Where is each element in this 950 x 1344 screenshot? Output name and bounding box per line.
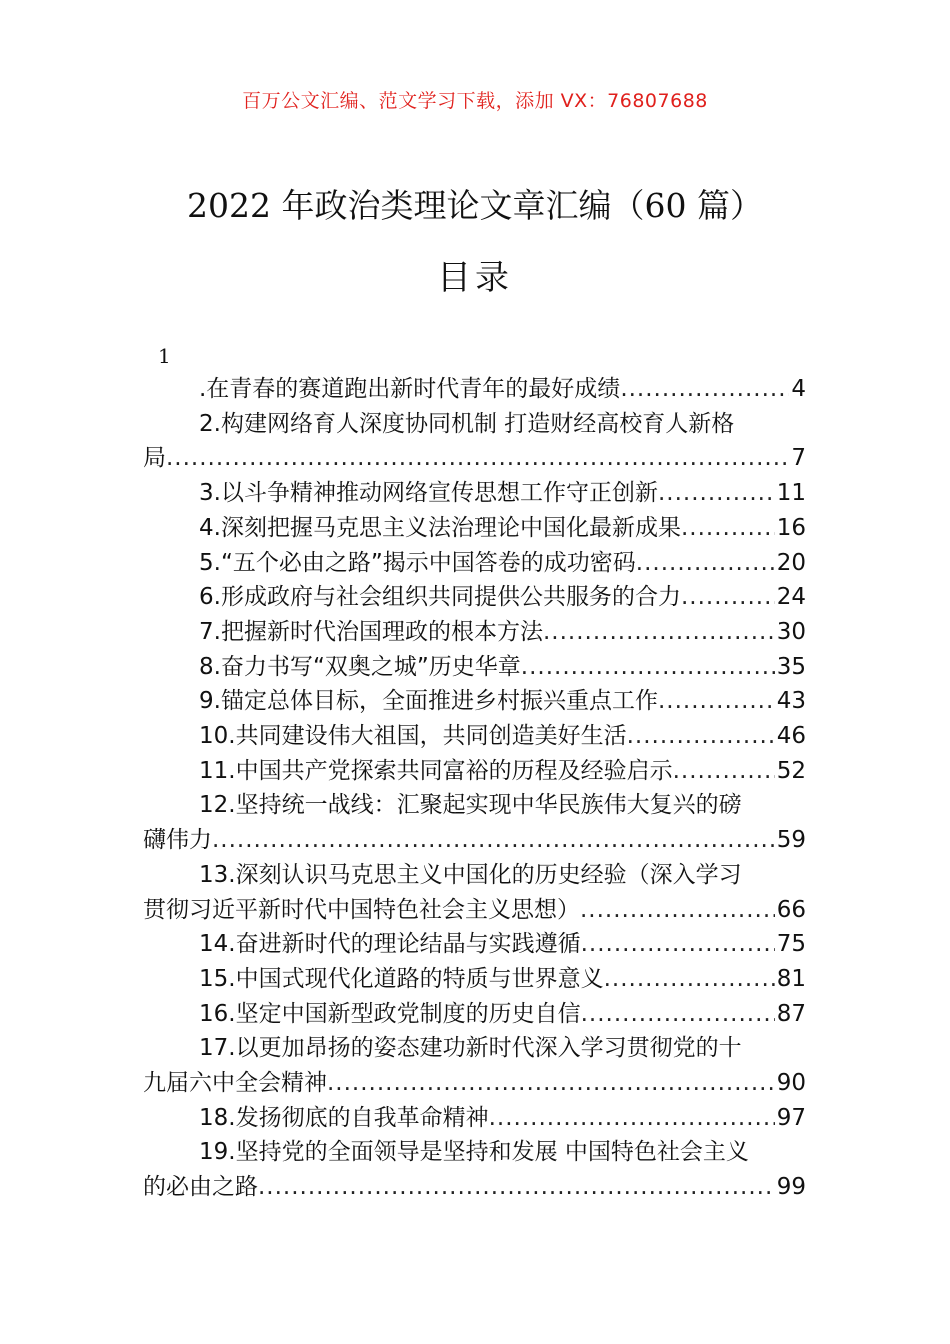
toc-page-number: 35: [776, 653, 806, 680]
toc-entry[interactable]: [143, 546, 806, 581]
toc-entry-title-line: 6.形成政府与社会组织共同提供公共服务的合力: [199, 584, 681, 611]
dot-leader: [620, 372, 789, 407]
toc-entry[interactable]: [143, 997, 806, 1032]
toc-entry[interactable]: [143, 927, 806, 962]
toc-page-number: 87: [776, 1000, 806, 1027]
toc-page-number: 24: [776, 584, 806, 611]
toc-page-number: 4: [791, 376, 806, 402]
dot-leader: [681, 580, 775, 615]
toc-entry-title-line: 19.坚持党的全面领导是坚持和发展 中国特色社会主义: [199, 1139, 749, 1166]
toc-entry-title-line: 17.以更加昂扬的姿态建功新时代深入学习贯彻党的十: [199, 1035, 742, 1062]
dot-leader: [258, 1170, 775, 1205]
header-note: 百万公文汇编、范文学习下载，添加 VX：76807688: [242, 90, 708, 112]
dot-leader: [658, 684, 775, 719]
toc-entry-title-line: 4.深刻把握马克思主义法治理论中国化最新成果: [199, 514, 681, 541]
toc-entry[interactable]: [143, 580, 806, 615]
toc-entry[interactable]: [143, 615, 806, 650]
dot-leader: [212, 823, 775, 858]
toc-page-number: 52: [776, 757, 806, 784]
toc-entry-title-line: 14.奋进新时代的理论结晶与实践遵循: [199, 931, 581, 958]
toc-page-number: 43: [776, 688, 806, 715]
toc-entry[interactable]: [143, 511, 806, 546]
toc-heading: 目录: [437, 258, 513, 298]
toc-entry[interactable]: [143, 1031, 806, 1100]
toc-entry[interactable]: [143, 1101, 806, 1136]
dot-leader: [627, 719, 775, 754]
toc-entry-title-line: 12.坚持统一战线：汇聚起实现中华民族伟大复兴的磅: [199, 792, 742, 819]
toc-page-number: 11: [776, 480, 806, 507]
toc-entry[interactable]: [143, 962, 806, 997]
toc-entry[interactable]: [143, 476, 806, 511]
dot-leader: [489, 1101, 775, 1136]
toc-entry[interactable]: [143, 1135, 806, 1204]
toc-page-number: 20: [776, 549, 806, 576]
toc-entry-title-line: 13.深刻认识马克思主义中国化的历史经验（深入学习: [199, 861, 742, 888]
toc-entry-title-line: 16.坚定中国新型政党制度的历史自信: [199, 1000, 581, 1027]
toc-page-number: 46: [776, 723, 806, 750]
dot-leader: [581, 997, 775, 1032]
toc-page-number: 90: [776, 1070, 806, 1097]
toc-entry-title-line: 贯彻习近平新时代中国特色社会主义思想）: [143, 896, 580, 923]
toc-entry-title-line: 局: [143, 445, 166, 472]
toc-entry[interactable]: [143, 788, 806, 857]
toc-page-number: 66: [776, 896, 806, 923]
toc-entry[interactable]: [143, 650, 806, 685]
toc-entry[interactable]: [143, 684, 806, 719]
toc-page-number: 99: [776, 1174, 806, 1201]
dot-leader: [604, 962, 775, 997]
toc-page-number: 97: [776, 1104, 806, 1131]
toc-entry-title-line: 2.构建网络育人深度协同机制 打造财经高校育人新格: [199, 410, 735, 437]
toc-page-number: 7: [791, 445, 806, 472]
stray-number: 1: [158, 344, 171, 368]
toc-entry-title-line: 的必由之路: [143, 1174, 258, 1201]
dot-leader: [327, 1066, 775, 1101]
toc-page-number: 30: [776, 618, 806, 645]
toc-entry-title-line: 5.“五个必由之路”揭示中国答卷的成功密码: [199, 549, 636, 576]
toc-entry-title-line: .在青春的赛道跑出新时代青年的最好成绩: [199, 376, 621, 402]
dot-leader: [543, 615, 775, 650]
table-of-contents: [143, 372, 806, 1205]
dot-leader: [681, 511, 775, 546]
dot-leader: [581, 927, 775, 962]
toc-entry-title-line: 15.中国式现代化道路的特质与世界意义: [199, 965, 604, 992]
toc-entry[interactable]: [143, 754, 806, 789]
toc-entry[interactable]: [143, 719, 806, 754]
toc-entry-title-line: 3.以斗争精神推动网络宣传思想工作守正创新: [199, 480, 658, 507]
dot-leader: [521, 650, 775, 685]
toc-entry-title-line: 8.奋力书写“双奥之城”历史华章: [199, 653, 521, 680]
toc-entry[interactable]: [143, 372, 806, 407]
toc-entry-title-line: 7.把握新时代治国理政的根本方法: [199, 618, 543, 645]
dot-leader: [658, 476, 775, 511]
toc-entry[interactable]: [143, 407, 806, 476]
toc-entry[interactable]: [143, 858, 806, 927]
toc-entry-title-line: 9.锚定总体目标，全面推进乡村振兴重点工作: [199, 688, 658, 715]
toc-entry-title-line: 10.共同建设伟大祖国，共同创造美好生活: [199, 723, 627, 750]
toc-entry-title-line: 礴伟力: [143, 827, 212, 854]
dot-leader: [166, 441, 789, 476]
toc-entry-title-line: 11.中国共产党探索共同富裕的历程及经验启示: [199, 757, 673, 784]
document-title: 2022 年政治类理论文章汇编（60 篇）: [187, 186, 763, 225]
toc-entry-title-line: 18.发扬彻底的自我革命精神: [199, 1104, 489, 1131]
dot-leader: [580, 893, 775, 928]
toc-page-number: 59: [776, 827, 806, 854]
toc-page-number: 81: [776, 965, 806, 992]
dot-leader: [636, 546, 775, 581]
toc-entry-title-line: 九届六中全会精神: [143, 1070, 327, 1097]
dot-leader: [673, 754, 775, 789]
toc-page-number: 75: [776, 931, 806, 958]
toc-page-number: 16: [776, 514, 806, 541]
